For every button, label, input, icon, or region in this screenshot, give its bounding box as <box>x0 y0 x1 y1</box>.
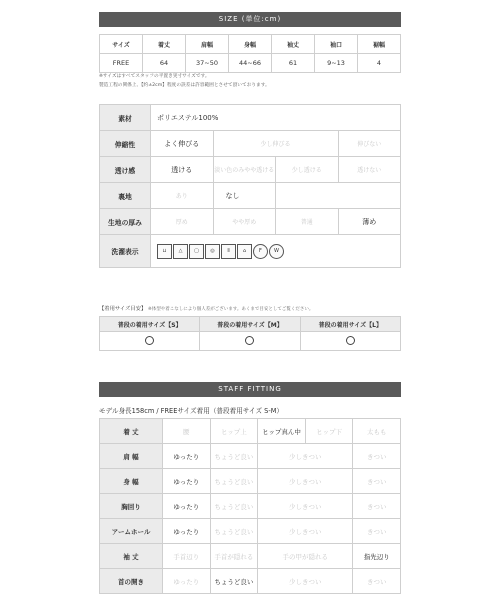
stretch-option: 少し伸びる <box>213 131 338 157</box>
staff-option: ゆったり <box>163 444 211 469</box>
circle-mark-icon <box>346 336 355 345</box>
thickness-option: やや厚め <box>213 209 276 235</box>
fit-size-mark-cell <box>200 332 300 351</box>
size-header-row <box>100 35 401 54</box>
stretch-label: 伸縮性 <box>100 131 151 157</box>
staff-option: きつい <box>353 469 401 494</box>
staff-row-shoulder <box>100 444 401 469</box>
staff-option: きつい <box>353 519 401 544</box>
staff-option: ヒップ下 <box>305 419 353 444</box>
lining-empty <box>276 183 401 209</box>
sheerness-option: 透ける <box>151 157 214 183</box>
size-header: 身幅 <box>229 35 272 54</box>
size-value: FREE <box>100 54 143 73</box>
size-header: サイズ <box>100 35 143 54</box>
stretch-option: よく伸びる <box>151 131 214 157</box>
staff-row-label: 着 丈 <box>100 419 163 444</box>
staff-row-label: 身 幅 <box>100 469 163 494</box>
staff-option: ゆったり <box>163 494 211 519</box>
size-notes <box>99 72 401 90</box>
size-table <box>99 34 401 73</box>
staff-row-armhole <box>100 519 401 544</box>
lining-row <box>100 183 401 209</box>
fit-size-header: 普段の着用サイズ【M】 <box>200 317 300 332</box>
fit-size-mark-row <box>100 332 401 351</box>
staff-option: 指先辺り <box>353 544 401 569</box>
washing-label: 洗濯表示 <box>100 235 151 268</box>
fit-size-header: 普段の着用サイズ【S】 <box>100 317 200 332</box>
size-note: ※サイズはすべてスタッフの平置き実寸サイズです。 <box>99 74 210 79</box>
wash-icon: ⊔ <box>157 244 172 259</box>
staff-row-chest <box>100 494 401 519</box>
staff-option: ちょうど良い <box>210 444 258 469</box>
staff-fitting-title: STAFF FITTING <box>99 382 401 397</box>
staff-option: 手首辺り <box>163 544 211 569</box>
model-note: モデル身長158cm / FREEサイズ着用（普段着用サイズ S-M） <box>99 407 283 415</box>
dryclean-icon: F <box>253 244 268 259</box>
sheerness-row <box>100 157 401 183</box>
staff-row-label: アームホール <box>100 519 163 544</box>
stretch-row <box>100 131 401 157</box>
sheerness-option: 少し透ける <box>276 157 339 183</box>
material-value: ポリエステル100% <box>151 105 401 131</box>
circle-mark-icon <box>245 336 254 345</box>
size-value: 4 <box>358 54 401 73</box>
staff-option: 少しきつい <box>258 494 353 519</box>
sheerness-option: 透けない <box>338 157 401 183</box>
fit-size-mark-cell <box>100 332 200 351</box>
size-value-row <box>100 54 401 73</box>
material-row <box>100 105 401 131</box>
size-value: 37~50 <box>186 54 229 73</box>
sheerness-option: 淡い色のみやや透ける <box>213 157 276 183</box>
fit-size-table <box>99 316 401 351</box>
staff-option: きつい <box>353 569 401 594</box>
staff-option: 手首が隠れる <box>210 544 258 569</box>
thickness-label: 生地の厚み <box>100 209 151 235</box>
staff-option: ゆったり <box>163 569 211 594</box>
staff-option: 少しきつい <box>258 469 353 494</box>
size-section-title: SIZE (単位:cm) <box>99 12 401 27</box>
wash-icons-cell <box>151 235 401 268</box>
staff-option: 少しきつい <box>258 569 353 594</box>
staff-option: ちょうど良い <box>210 469 258 494</box>
size-header: 着丈 <box>143 35 186 54</box>
fit-size-header: 普段の着用サイズ【L】 <box>300 317 400 332</box>
size-value: 44~66 <box>229 54 272 73</box>
staff-option: きつい <box>353 444 401 469</box>
staff-option: ヒップ上 <box>210 419 258 444</box>
size-header: 袖口 <box>315 35 358 54</box>
staff-option: 手の甲が隠れる <box>258 544 353 569</box>
tumble-icon: ◎ <box>205 244 220 259</box>
staff-row-label: 袖 丈 <box>100 544 163 569</box>
hang-icon: ⫴ <box>221 244 236 259</box>
staff-option: 少しきつい <box>258 444 353 469</box>
thickness-option: 厚め <box>151 209 214 235</box>
lining-option: あり <box>151 183 214 209</box>
staff-option: ヒップ真ん中 <box>258 419 306 444</box>
staff-option: ゆったり <box>163 519 211 544</box>
fit-size-mark-cell <box>300 332 400 351</box>
material-table <box>99 104 401 268</box>
fit-size-subtitle: ※体型や着こなしにより個人差がございます。あくまで目安としてご覧ください。 <box>147 307 314 312</box>
staff-row-label: 胸回り <box>100 494 163 519</box>
thickness-option: 薄め <box>338 209 401 235</box>
size-header: 肩幅 <box>186 35 229 54</box>
fit-size-header-row <box>100 317 401 332</box>
size-note: 製造工程の関係上、【约±2cm】程度の誤差は許容範囲とさせて頂いております。 <box>99 83 270 88</box>
dry-icon: ▢ <box>189 244 204 259</box>
staff-fitting-table <box>99 418 401 594</box>
staff-row-sleeve <box>100 544 401 569</box>
staff-option: 太もも <box>353 419 401 444</box>
size-value: 64 <box>143 54 186 73</box>
staff-option: ちょうど良い <box>210 519 258 544</box>
fit-size-title: 【着用サイズ目安】 <box>99 306 147 312</box>
thickness-option: 普通 <box>276 209 339 235</box>
size-value: 9~13 <box>315 54 358 73</box>
lining-label: 裏地 <box>100 183 151 209</box>
sheerness-label: 透け感 <box>100 157 151 183</box>
staff-row-label: 首の開き <box>100 569 163 594</box>
circle-mark-icon <box>145 336 154 345</box>
size-header: 裾幅 <box>358 35 401 54</box>
staff-option: きつい <box>353 494 401 519</box>
washing-row <box>100 235 401 268</box>
size-header: 袖丈 <box>272 35 315 54</box>
wash-icons <box>151 244 400 259</box>
lining-option: なし <box>213 183 276 209</box>
iron-icon: ⌂ <box>237 244 252 259</box>
staff-option: 少しきつい <box>258 519 353 544</box>
fit-size-heading <box>99 304 313 312</box>
staff-option: 腰 <box>163 419 211 444</box>
no-bleach-icon: △ <box>173 244 188 259</box>
staff-option: ゆったり <box>163 469 211 494</box>
material-label: 素材 <box>100 105 151 131</box>
staff-option: ちょうど良い <box>210 494 258 519</box>
staff-row-label: 肩 幅 <box>100 444 163 469</box>
stretch-option: 伸びない <box>338 131 401 157</box>
size-value: 61 <box>272 54 315 73</box>
wetclean-icon: W <box>269 244 284 259</box>
staff-row-neck <box>100 569 401 594</box>
staff-row-length <box>100 419 401 444</box>
staff-option: ちょうど良い <box>210 569 258 594</box>
thickness-row <box>100 209 401 235</box>
staff-row-width <box>100 469 401 494</box>
